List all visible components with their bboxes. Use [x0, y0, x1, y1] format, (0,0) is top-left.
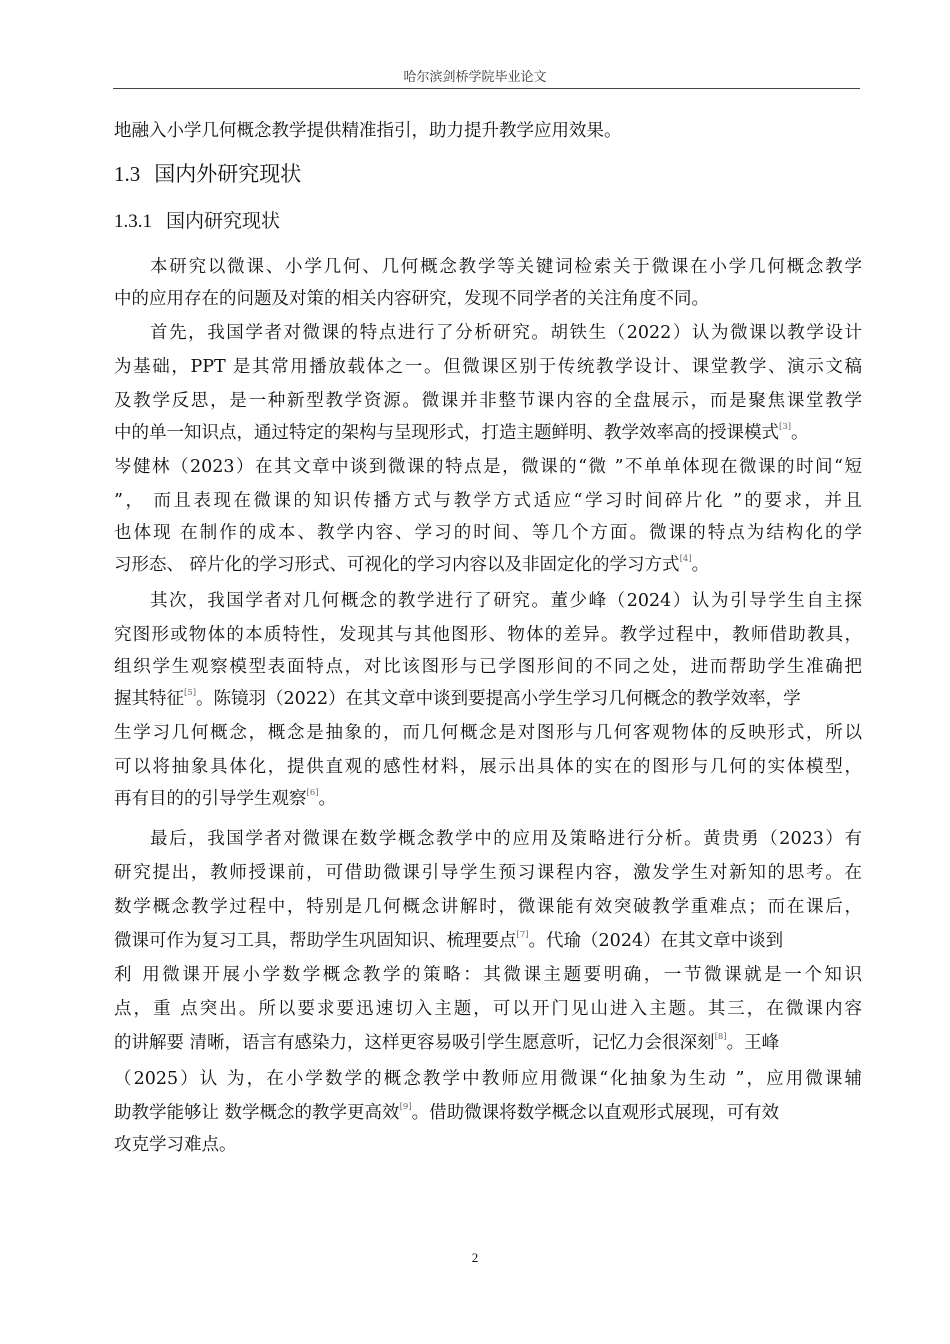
body-text: 的讲解要 清晰，语言有感染力，这样更容易吸引学生愿意听，记忆力会很深刻: [114, 1033, 715, 1053]
citation-ref[interactable]: [6]: [306, 788, 319, 798]
page-header: 哈尔滨剑桥学院毕业论文: [403, 70, 547, 85]
body-text: 再有目的的引导学生观察: [114, 789, 307, 809]
body-line: 组织学生观察模型表面特点，对比该图形与已学图形间的不同之处，进而帮助学生准确把: [114, 657, 862, 677]
body-line: 利 用微课开展小学数学概念教学的策略：其微课主题要明确，一节微课就是一个知识: [114, 965, 862, 985]
section-heading-1-3: [114, 160, 301, 188]
body-line: ”， 而且表现在微课的知识传播方式与教学方式适应“学习时间碎片化 ”的要求，并且: [114, 491, 862, 511]
body-line: 本研究以微课、小学几何、几何概念教学等关键词检索关于微课在小学几何概念教学: [150, 257, 862, 277]
body-line: 攻克学习难点。: [114, 1135, 237, 1155]
body-text: 助教学能够让 数学概念的教学更高效: [114, 1103, 400, 1123]
body-line: 研究提出，教师授课前，可借助微课引导学生预习课程内容，激发学生对新知的思考。在: [114, 863, 862, 883]
body-line: [114, 1031, 862, 1055]
body-line: 为基础，PPT 是其常用播放载体之一。但微课区别于传统教学设计、课堂教学、演示文稿: [114, 357, 862, 377]
body-text: 握其特征: [114, 689, 184, 709]
body-line: 点，重 点突出。所以要求要迅速切入主题，可以开门见山进入主题。其三，在微课内容: [114, 999, 862, 1019]
body-text: 。陈镜羽（2022）在其文章中谈到要提高小学生学习几何概念的教学效率，学: [196, 689, 801, 709]
body-text: 中的单一知识点，通过特定的架构与呈现形式，打造主题鲜明、教学效率高的授课模式: [114, 423, 779, 443]
body-text: 。: [691, 555, 710, 575]
body-line: 数学概念教学过程中，特别是几何概念讲解时，微课能有效突破教学重难点；而在课后，: [114, 897, 862, 917]
body-line: 究图形或物体的本质特性，发现其与其他图形、物体的差异。教学过程中，教师借助教具，: [114, 625, 862, 645]
body-line: [114, 787, 862, 811]
section-title: 国内外研究现状: [154, 162, 302, 186]
citation-ref[interactable]: [3]: [779, 422, 792, 432]
section-title: 国内研究现状: [166, 210, 281, 232]
page-number: 2: [471, 1250, 479, 1265]
citation-ref[interactable]: [4]: [679, 554, 692, 564]
body-line: [114, 553, 862, 577]
body-line: 岑健林（2023）在其文章中谈到微课的特点是，微课的“微 ”不单单体现在微课的时间“短: [114, 457, 862, 477]
body-line: 地融入小学几何概念教学提供精准指引，助力提升教学应用效果。: [114, 121, 622, 141]
citation-ref[interactable]: [8]: [714, 1032, 727, 1042]
body-line: [114, 929, 862, 953]
body-line: 其次，我国学者对几何概念的教学进行了研究。董少峰（2024）认为引导学生自主探: [150, 591, 862, 611]
body-text: 微课可作为复习工具，帮助学生巩固知识、梳理要点: [114, 931, 517, 951]
body-line: [114, 421, 862, 445]
section-number: 1.3.1: [114, 211, 152, 232]
body-text: 。借助微课将数学概念以直观形式展现，可有效: [411, 1103, 780, 1123]
body-line: 中的应用存在的问题及对策的相关内容研究，发现不同学者的关注角度不同。: [114, 289, 709, 309]
body-text: 习形态、 碎片化的学习形式、可视化的学习内容以及非固定化的学习方式: [114, 555, 680, 575]
body-line: 可以将抽象具体化，提供直观的感性材料，展示出具体的实在的图形与几何的实体模型，: [114, 757, 862, 777]
section-number: 1.3: [114, 162, 141, 186]
body-line: [114, 687, 862, 711]
body-line: （2025）认 为，在小学数学的概念教学中教师应用微课“化抽象为生动 ”，应用微课辅: [114, 1069, 862, 1089]
body-line: 最后，我国学者对微课在数学概念教学中的应用及策略进行分析。黄贵勇（2023）有: [150, 829, 862, 849]
body-text: 。: [791, 423, 809, 443]
header-rule: [113, 88, 860, 89]
citation-ref[interactable]: [5]: [184, 688, 197, 698]
body-line: 及教学反思，是一种新型教学资源。微课并非整节课内容的全盘展示，而是聚焦课堂教学: [114, 391, 862, 411]
body-line: 生学习几何概念，概念是抽象的，而几何概念是对图形与几何客观物体的反映形式，所以: [114, 723, 862, 743]
body-text: 。: [318, 789, 337, 809]
body-line: 也体现 在制作的成本、教学内容、学习的时间、等几个方面。微课的特点为结构化的学: [114, 523, 862, 543]
body-text: 。王峰: [726, 1033, 780, 1053]
section-heading-1-3-1: [114, 208, 280, 235]
body-line: 首先，我国学者对微课的特点进行了分析研究。胡铁生（2022）认为微课以教学设计: [150, 323, 862, 343]
citation-ref[interactable]: [7]: [516, 930, 529, 940]
body-text: 。代瑜（2024）在其文章中谈到: [528, 931, 784, 951]
citation-ref[interactable]: [9]: [399, 1102, 412, 1112]
body-line: [114, 1101, 862, 1125]
